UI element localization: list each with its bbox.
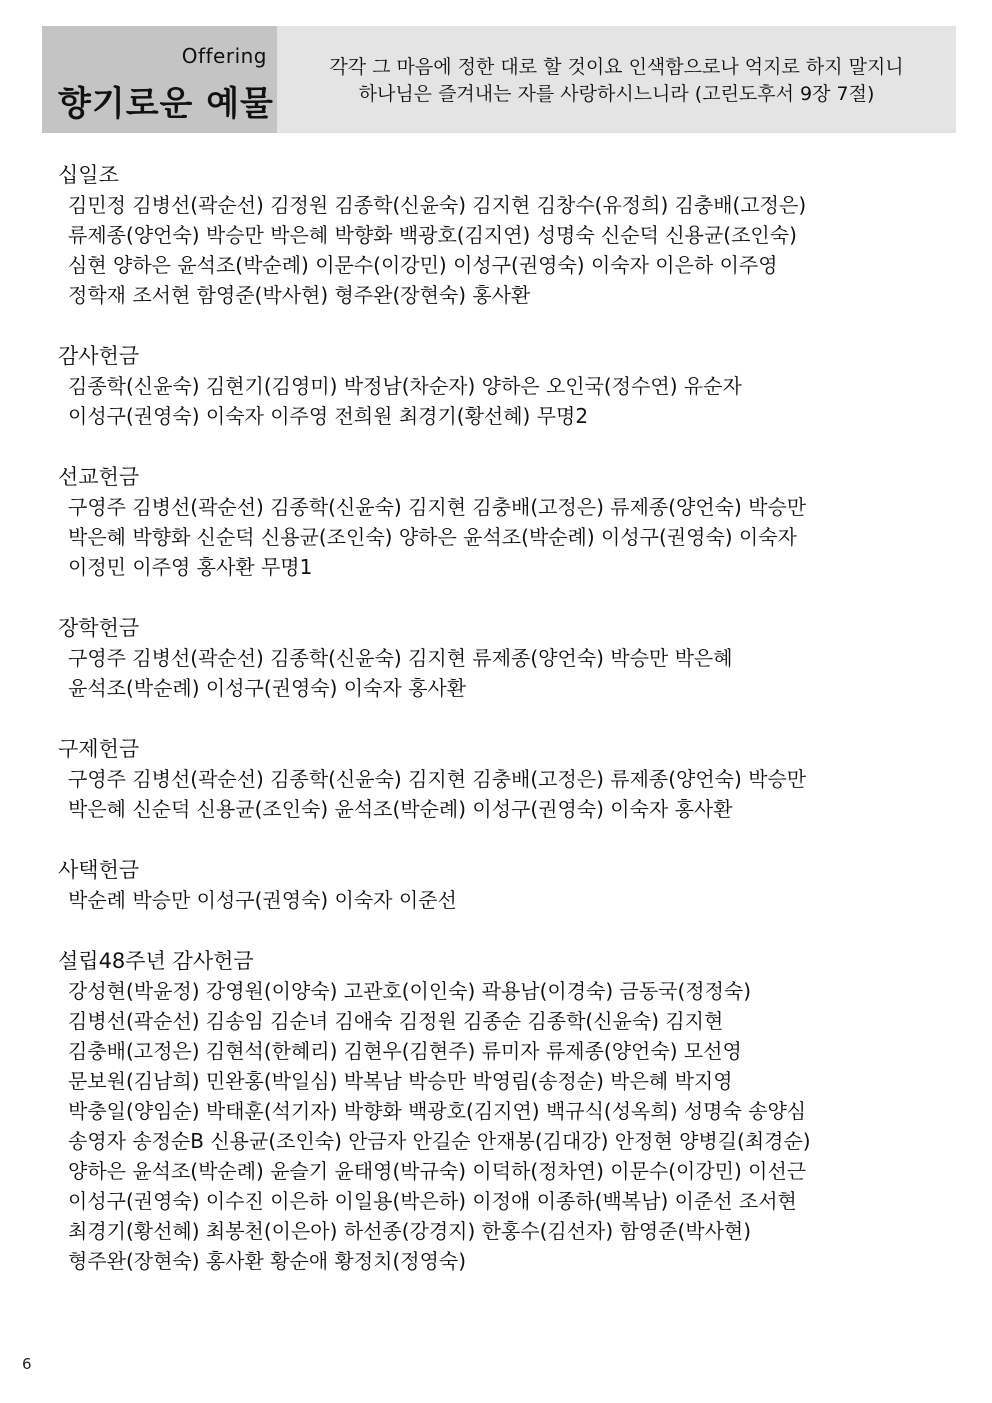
- verse-line: 하나님은 즐겨내는 자를 사랑하시느니라 (고린도후서 9장 7절): [358, 82, 875, 105]
- section-title: 감사헌금: [58, 344, 140, 368]
- section-title: 설립48주년 감사헌금: [58, 949, 254, 973]
- section-anniversary: [58, 946, 938, 1276]
- page-header: [42, 26, 956, 133]
- name-line: 구영주 김병선(곽순선) 김종학(신윤숙) 김지현 류제종(양언숙) 박승만 박은혜: [68, 646, 733, 670]
- name-line: 김종학(신윤숙) 김현기(김영미) 박정남(차순자) 양하은 오인국(정수연) 유순자: [68, 374, 742, 398]
- section-relief: [58, 734, 938, 824]
- name-line: 윤석조(박순례) 이성구(권영숙) 이숙자 홍사환: [68, 676, 467, 700]
- name-line: 김민정 김병선(곽순선) 김정원 김종학(신윤숙) 김지현 김창수(유정희) 김충배(고정은): [68, 193, 807, 217]
- name-line: 정학재 조서현 함영준(박사현) 형주완(장현숙) 홍사환: [68, 283, 531, 307]
- section-title: 구제헌금: [58, 737, 140, 761]
- section-thanksgiving: [58, 341, 938, 431]
- section-title: 사택헌금: [58, 858, 140, 882]
- section-title: 장학헌금: [58, 616, 140, 640]
- name-line: 강성현(박윤정) 강영원(이양숙) 고관호(이인숙) 곽용남(이경숙) 금동국(정정숙): [68, 979, 752, 1003]
- name-line: 이성구(권영숙) 이수진 이은하 이일용(박은하) 이정애 이종하(백복남) 이준선 조서현: [68, 1189, 797, 1213]
- header-korean-title: 향기로운 예물: [58, 84, 274, 124]
- section-scholarship: [58, 613, 938, 703]
- name-line: 송영자 송정순B 신용균(조인숙) 안금자 안길순 안재봉(김대강) 안정현 양병길(최경순): [68, 1129, 811, 1153]
- name-line: 박은혜 신순덕 신용균(조인숙) 윤석조(박순례) 이성구(권영숙) 이숙자 홍사환: [68, 797, 733, 821]
- section-mission: [58, 462, 938, 582]
- header-english-title: Offering: [181, 44, 267, 68]
- name-line: 박충일(양임순) 박태훈(석기자) 박향화 백광호(김지연) 백규식(성옥희) 성명숙 송양심: [68, 1099, 807, 1123]
- name-line: 이성구(권영숙) 이숙자 이주영 전희원 최경기(황선혜) 무명2: [68, 404, 589, 428]
- header-title-box: [42, 26, 277, 133]
- name-line: 이정민 이주영 홍사환 무명1: [68, 555, 313, 579]
- name-line: 심현 양하은 윤석조(박순례) 이문수(이강민) 이성구(권영숙) 이숙자 이은하 이주영: [68, 253, 778, 277]
- section-tithe: [58, 160, 938, 310]
- name-line: 김충배(고정은) 김현석(한혜리) 김현우(김현주) 류미자 류제종(양언숙) 모선영: [68, 1039, 742, 1063]
- page-number: 6: [22, 1355, 32, 1373]
- name-line: 구영주 김병선(곽순선) 김종학(신윤숙) 김지현 김충배(고정은) 류제종(양언숙) 박승만: [68, 767, 807, 791]
- name-line: 최경기(황선혜) 최봉천(이은아) 하선종(강경지) 한홍수(김선자) 함영준(박사현): [68, 1219, 752, 1243]
- header-verse-box: [277, 26, 956, 133]
- name-line: 박순례 박승만 이성구(권영숙) 이숙자 이준선: [68, 888, 457, 912]
- offering-list: [58, 160, 938, 1307]
- section-title: 선교헌금: [58, 465, 140, 489]
- name-line: 문보원(김남희) 민완홍(박일심) 박복남 박승만 박영림(송정순) 박은혜 박지영: [68, 1069, 733, 1093]
- name-line: 류제종(양언숙) 박승만 박은혜 박향화 백광호(김지연) 성명숙 신순덕 신용균(조인숙): [68, 223, 797, 247]
- name-line: 형주완(장현숙) 홍사환 황순애 황정치(정영숙): [68, 1249, 467, 1273]
- name-line: 구영주 김병선(곽순선) 김종학(신윤숙) 김지현 김충배(고정은) 류제종(양언숙) 박승만: [68, 495, 807, 519]
- name-line: 양하은 윤석조(박순례) 윤슬기 윤태영(박규숙) 이덕하(정차연) 이문수(이강민) 이선근: [68, 1159, 807, 1183]
- section-title: 십일조: [58, 163, 119, 187]
- section-parsonage: [58, 855, 938, 915]
- verse-line: 각각 그 마음에 정한 대로 할 것이요 인색함으로나 억지로 하지 말지니: [329, 55, 904, 78]
- name-line: 박은혜 박향화 신순덕 신용균(조인숙) 양하은 윤석조(박순례) 이성구(권영숙) 이숙자: [68, 525, 797, 549]
- name-line: 김병선(곽순선) 김송임 김순녀 김애숙 김정원 김종순 김종학(신윤숙) 김지현: [68, 1009, 724, 1033]
